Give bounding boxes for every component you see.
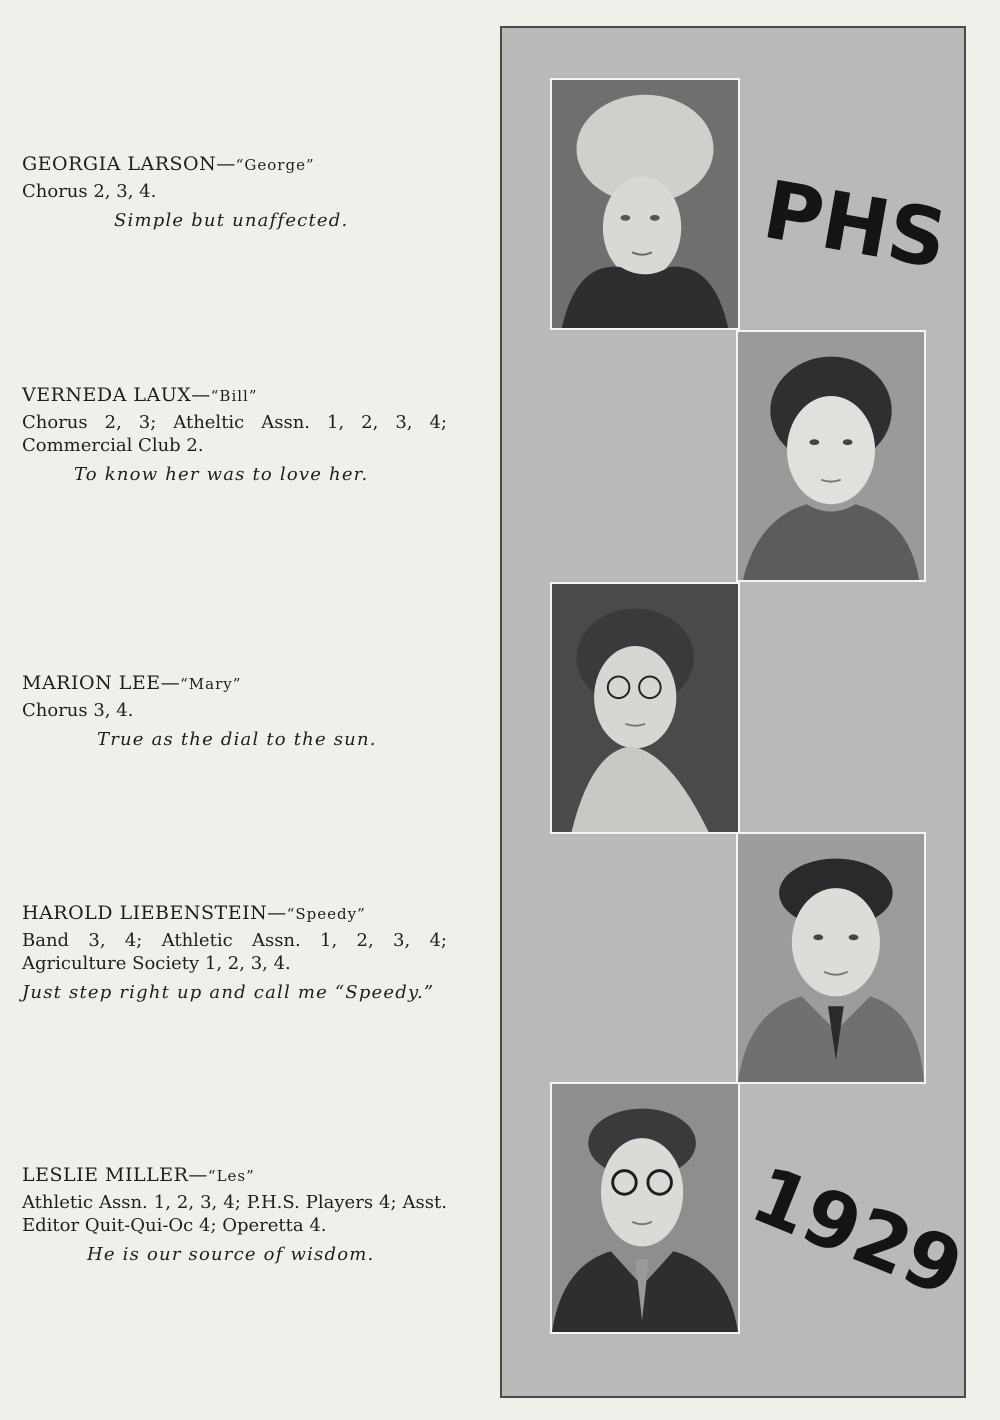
student-motto: He is our source of wisdom. [87, 1244, 375, 1265]
student-motto: Simple but unaffected. [114, 210, 349, 231]
student-nickname: “Bill” [210, 387, 258, 405]
portrait-harold-liebenstein [736, 832, 926, 1084]
student-activities: Athletic Assn. 1, 2, 3, 4; P.H.S. Players 4; Asst. Editor Quit-Qui-Oc 4; Operetta 4. [22, 1192, 447, 1236]
student-activities: Chorus 2, 3; Atheltic Assn. 1, 2, 3, 4; Commercial Club 2. [22, 412, 447, 456]
student-nickname: “Speedy” [286, 905, 366, 923]
student-activities: Chorus 3, 4. [22, 700, 134, 721]
student-name: VERNEDA LAUX—“Bill” [22, 384, 258, 406]
student-activities: Band 3, 4; Athletic Assn. 1, 2, 3, 4; Agriculture Society 1, 2, 3, 4. [22, 930, 447, 974]
student-nickname: “George” [235, 156, 315, 174]
svg-text:PHS: PHS [756, 163, 954, 287]
student-entry-harold-liebenstein [22, 901, 452, 1005]
student-activities: Chorus 2, 3, 4. [22, 181, 157, 202]
class-year-lettering [739, 1118, 975, 1315]
photo-panel [500, 26, 975, 1398]
portrait-georgia-larson [550, 78, 740, 330]
student-entry-leslie-miller [22, 1163, 452, 1267]
portrait-leslie-miller [550, 1082, 740, 1334]
school-initials-lettering [756, 128, 954, 288]
svg-text:1929: 1929 [739, 1150, 975, 1315]
student-nickname: “Mary” [180, 675, 242, 693]
student-nickname: “Les” [207, 1167, 255, 1185]
student-name: MARION LEE—“Mary” [22, 672, 242, 694]
student-name: HAROLD LIEBENSTEIN—“Speedy” [22, 902, 366, 924]
student-motto: Just step right up and call me “Speedy.” [22, 982, 435, 1003]
student-entry-georgia-larson [22, 152, 452, 233]
student-entry-marion-lee [22, 671, 452, 752]
student-motto: True as the dial to the sun. [97, 729, 377, 750]
student-name: LESLIE MILLER—“Les” [22, 1164, 255, 1186]
student-name: GEORGIA LARSON—“George” [22, 153, 315, 175]
student-motto: To know her was to love her. [74, 464, 369, 485]
student-entry-verneda-laux [22, 383, 452, 487]
portrait-verneda-laux [736, 330, 926, 582]
portrait-marion-lee [550, 582, 740, 834]
